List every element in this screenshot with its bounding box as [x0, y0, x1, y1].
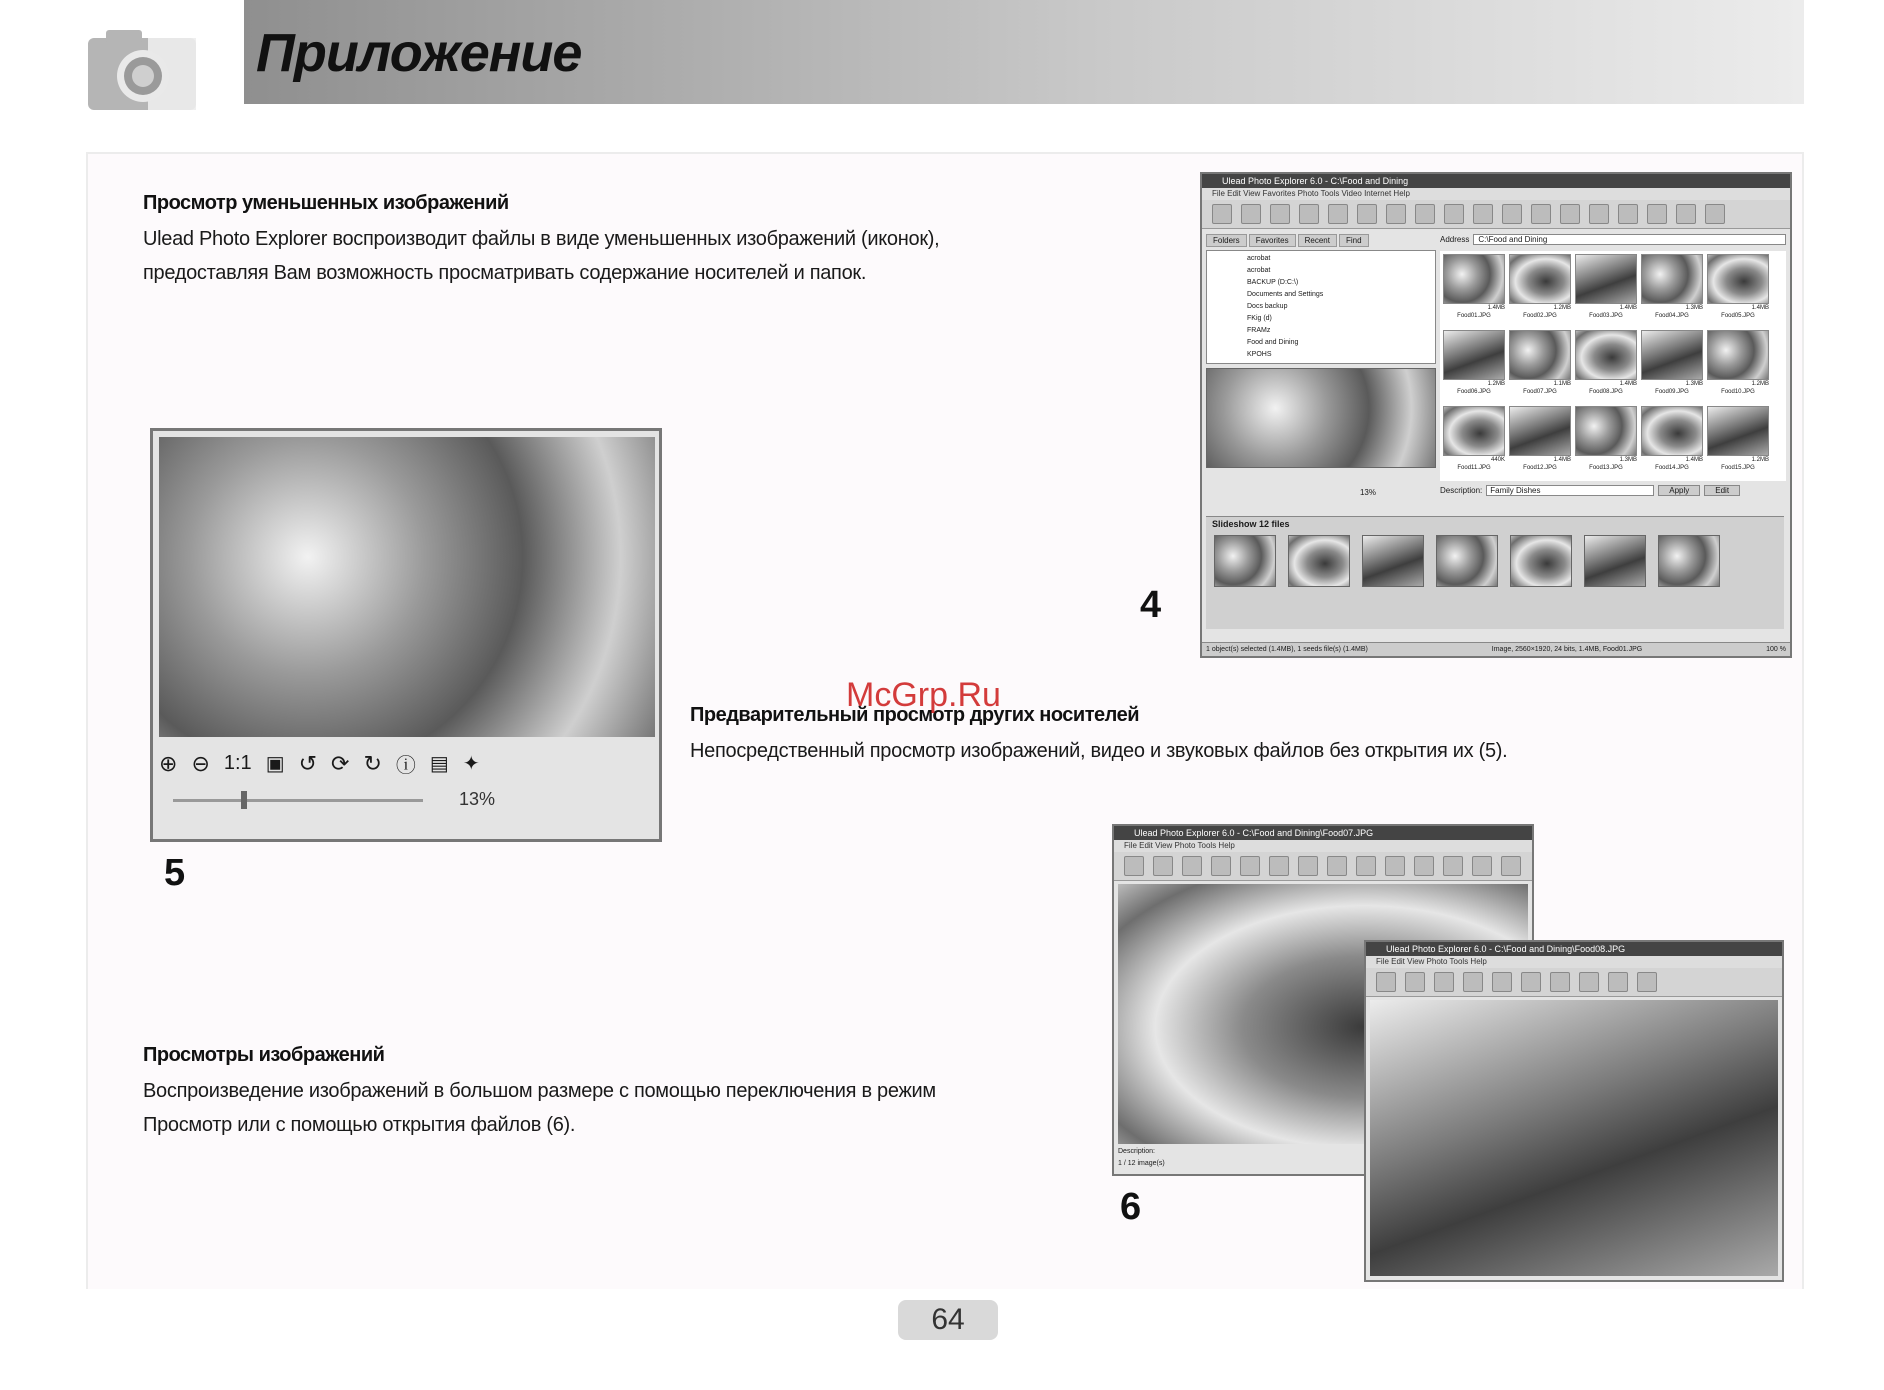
- section-text-viewing: [143, 1074, 936, 1142]
- toolbar-button[interactable]: [1414, 856, 1434, 876]
- slideshow-label: Slideshow 12 files: [1212, 519, 1290, 529]
- thumbnail-image: [1707, 406, 1769, 456]
- toolbar-button[interactable]: [1531, 204, 1551, 224]
- figure-6-front-window: [1364, 940, 1784, 1282]
- slideshow-thumb[interactable]: [1362, 535, 1424, 587]
- tab-find[interactable]: Find: [1339, 234, 1369, 247]
- toolbar-button[interactable]: [1386, 204, 1406, 224]
- watermark: McGrp.Ru: [846, 676, 1001, 714]
- tree-item[interactable]: acrobat: [1247, 255, 1271, 262]
- thumbnail-size: 1.4MB: [1619, 381, 1637, 387]
- thumbnail[interactable]: [1443, 406, 1505, 478]
- preview-image: [159, 437, 655, 737]
- window-title: Ulead Photo Explorer 6.0 - C:\Food and Dining: [1202, 174, 1790, 188]
- toolbar: [1114, 852, 1532, 881]
- figure-4-window: [1200, 172, 1792, 658]
- thumbnail-name: Food08.JPG: [1589, 389, 1623, 395]
- tree-item[interactable]: FRAMz: [1247, 327, 1271, 334]
- thumbnail-name: Food11.JPG: [1457, 465, 1491, 471]
- status-left: 1 object(s) selected (1.4MB), 1 seeds file(s) (1.4MB): [1206, 646, 1368, 653]
- section-text-preview: [690, 734, 1507, 768]
- toolbar-button[interactable]: [1269, 856, 1289, 876]
- zoom-in-icon[interactable]: ⊕: [159, 750, 178, 776]
- toolbar-button[interactable]: [1241, 204, 1261, 224]
- toolbar-button[interactable]: [1579, 972, 1599, 992]
- toolbar-button[interactable]: [1299, 204, 1319, 224]
- toolbar-button[interactable]: [1501, 856, 1521, 876]
- thumbnail[interactable]: [1509, 254, 1571, 326]
- thumbnail[interactable]: [1707, 406, 1769, 478]
- thumbnail[interactable]: [1575, 406, 1637, 478]
- thumbnail-size: 440K: [1490, 457, 1505, 463]
- toolbar-button[interactable]: [1153, 856, 1173, 876]
- toolbar-button[interactable]: [1550, 972, 1570, 992]
- toolbar-button[interactable]: [1608, 972, 1628, 992]
- camera-icon: [88, 30, 196, 110]
- figure-5-preview: [150, 428, 662, 842]
- toolbar-button[interactable]: [1492, 972, 1512, 992]
- thumbnail-size: 1.4MB: [1553, 457, 1571, 463]
- edit-button[interactable]: Edit: [1704, 485, 1740, 496]
- slideshow-thumb[interactable]: [1510, 535, 1572, 587]
- thumbnail[interactable]: [1575, 330, 1637, 402]
- figure-6-number: 6: [1120, 1186, 1142, 1228]
- toolbar-button[interactable]: [1521, 972, 1541, 992]
- thumbnail-name: Food12.JPG: [1523, 465, 1557, 471]
- slideshow-thumb[interactable]: [1436, 535, 1498, 587]
- folder-tree: [1206, 250, 1436, 364]
- section-title-thumbnails: Просмотр уменьшенных изображений: [143, 192, 509, 214]
- toolbar-button[interactable]: [1502, 204, 1522, 224]
- text-line: Ulead Photo Explorer воспроизводит файлы в виде уменьшенных изображений (иконок),: [143, 228, 940, 250]
- thumbnail[interactable]: [1509, 406, 1571, 478]
- actual-size-button[interactable]: 1:1: [223, 752, 252, 774]
- thumbnail-image: [1575, 406, 1637, 456]
- toolbar-button[interactable]: [1327, 856, 1347, 876]
- tree-item[interactable]: FKig (d): [1247, 315, 1272, 322]
- page-title: Приложение: [256, 23, 582, 83]
- viewer-image: [1370, 1000, 1778, 1276]
- slideshow-thumbs: [1206, 531, 1784, 591]
- menu-bar: File Edit View Photo Tools Help: [1366, 956, 1782, 968]
- thumbnail-name: Food02.JPG: [1523, 313, 1557, 319]
- tree-item[interactable]: BACKUP (D:C:\): [1247, 279, 1299, 286]
- section-text-thumbnails: [143, 222, 939, 290]
- thumbnail[interactable]: [1443, 254, 1505, 326]
- pane-tabs: [1206, 234, 1436, 247]
- address-bar: [1440, 234, 1786, 245]
- thumbnail-size: 1.3MB: [1619, 457, 1637, 463]
- page-number: 64: [898, 1300, 998, 1340]
- window-title: Ulead Photo Explorer 6.0 - C:\Food and Dining\Food07.JPG: [1114, 826, 1532, 840]
- thumbnail-size: 1.4MB: [1751, 305, 1769, 311]
- thumbnail-grid: [1440, 251, 1786, 481]
- thumbnail-image: [1707, 254, 1769, 304]
- thumbnail-size: 1.2MB: [1487, 381, 1505, 387]
- thumbnail-name: Food06.JPG: [1457, 389, 1491, 395]
- status-mid: Image, 2560×1920, 24 bits, 1.4MB, Food01.JPG: [1491, 646, 1643, 653]
- figure-4-number: 4: [1140, 584, 1162, 626]
- tab-recent[interactable]: Recent: [1298, 234, 1337, 247]
- thumbnail-image: [1575, 254, 1637, 304]
- slideshow-strip: [1206, 516, 1784, 629]
- status-bar: [1202, 642, 1790, 656]
- thumbnail-size: 1.4MB: [1619, 305, 1637, 311]
- thumbnail-size: 1.2MB: [1751, 457, 1769, 463]
- toolbar-button[interactable]: [1376, 972, 1396, 992]
- toolbar-button[interactable]: [1705, 204, 1725, 224]
- thumbnail[interactable]: [1443, 330, 1505, 402]
- toolbar-button[interactable]: [1589, 204, 1609, 224]
- thumbnail-name: Food09.JPG: [1655, 389, 1689, 395]
- window-title: Ulead Photo Explorer 6.0 - C:\Food and Dining\Food08.JPG: [1366, 942, 1782, 956]
- toolbar-button[interactable]: [1444, 204, 1464, 224]
- toolbar-button[interactable]: [1405, 972, 1425, 992]
- thumbnail-name: Food01.JPG: [1457, 313, 1491, 319]
- thumbnail[interactable]: [1707, 330, 1769, 402]
- text-line: Просмотр или с помощью открытия файлов (6).: [143, 1114, 576, 1136]
- tab-folders[interactable]: Folders: [1206, 234, 1247, 247]
- description-bar: [1440, 485, 1786, 496]
- slideshow-thumb[interactable]: [1288, 535, 1350, 587]
- toolbar-button[interactable]: [1637, 972, 1657, 992]
- toolbar-button[interactable]: [1182, 856, 1202, 876]
- toolbar-button[interactable]: [1328, 204, 1348, 224]
- text-line: Воспроизведение изображений в большом размере с помощью переключения в режим: [143, 1080, 936, 1102]
- preview-zoom: 13%: [1359, 488, 1376, 497]
- thumbnail-image: [1443, 330, 1505, 380]
- toolbar-button[interactable]: [1124, 856, 1144, 876]
- thumbnail[interactable]: [1707, 254, 1769, 326]
- fit-window-icon[interactable]: ▣: [265, 753, 285, 775]
- thumbnail-image: [1575, 330, 1637, 380]
- rotate-right-icon[interactable]: ↻: [363, 750, 382, 776]
- status-right: 100 %: [1766, 646, 1786, 653]
- thumbnail-image: [1443, 254, 1505, 304]
- figure-5-number: 5: [164, 852, 186, 894]
- thumbnail-image: [1707, 330, 1769, 380]
- text-line: предоставляя Вам возможность просматривать содержание носителей и папок.: [143, 262, 867, 284]
- tree-item[interactable]: Food and Dining: [1247, 339, 1299, 346]
- thumbnail-name: Food07.JPG: [1523, 389, 1557, 395]
- toolbar-button[interactable]: [1357, 204, 1377, 224]
- toolbar-button[interactable]: [1240, 856, 1260, 876]
- toolbar-button[interactable]: [1356, 856, 1376, 876]
- section-title-viewing: Просмотры изображений: [143, 1044, 385, 1066]
- description-input[interactable]: Family Dishes: [1486, 485, 1654, 496]
- thumbnail-size: 1.3MB: [1685, 381, 1703, 387]
- thumbnail-image: [1641, 406, 1703, 456]
- thumbnail-name: Food03.JPG: [1589, 313, 1623, 319]
- toolbar-button[interactable]: [1560, 204, 1580, 224]
- thumbnail-name: Food14.JPG: [1655, 465, 1689, 471]
- section-title-preview: Предварительный просмотр других носителей: [690, 704, 1140, 726]
- thumbnail-image: [1509, 406, 1571, 456]
- thumbnail-image: [1641, 254, 1703, 304]
- thumbnail-name: Food13.JPG: [1589, 465, 1623, 471]
- zoom-value: 13%: [459, 789, 496, 809]
- rotate-left-icon[interactable]: ↺: [298, 750, 318, 776]
- image-icon[interactable]: ▤: [429, 753, 449, 775]
- slideshow-thumb[interactable]: [1214, 535, 1276, 587]
- tree-item[interactable]: Documents and Settings: [1247, 291, 1324, 298]
- toolbar-button[interactable]: [1443, 856, 1463, 876]
- tree-item[interactable]: acrobat: [1247, 267, 1271, 274]
- thumbnail[interactable]: [1575, 254, 1637, 326]
- thumbnail-size: 1.4MB: [1487, 305, 1505, 311]
- toolbar: [1366, 968, 1782, 997]
- thumbnail-name: Food15.JPG: [1721, 465, 1755, 471]
- thumbnail[interactable]: [1641, 406, 1703, 478]
- thumbnail-image: [1509, 254, 1571, 304]
- toolbar-button[interactable]: [1434, 972, 1454, 992]
- toolbar-button[interactable]: [1463, 972, 1483, 992]
- wand-icon[interactable]: ✦: [462, 753, 480, 775]
- toolbar-button[interactable]: [1647, 204, 1667, 224]
- zoom-out-icon[interactable]: ⊖: [191, 750, 210, 776]
- toolbar-button[interactable]: [1676, 204, 1696, 224]
- toolbar-button[interactable]: [1473, 204, 1493, 224]
- toolbar-button[interactable]: [1211, 856, 1231, 876]
- tree-item[interactable]: KPOHS: [1247, 351, 1272, 358]
- address-input[interactable]: C:\Food and Dining: [1473, 234, 1786, 245]
- toolbar: [1202, 200, 1790, 229]
- text-line: Непосредственный просмотр изображений, видео и звуковых файлов без открытия их (5).: [690, 740, 1508, 762]
- thumbnail-name: Food04.JPG: [1655, 313, 1689, 319]
- info-icon[interactable]: ⓘ: [395, 755, 416, 777]
- toolbar-button[interactable]: [1618, 204, 1638, 224]
- preview-image: [1206, 368, 1436, 468]
- slideshow-thumb[interactable]: [1584, 535, 1646, 587]
- thumbnail-name: Food10.JPG: [1721, 389, 1755, 395]
- address-label: Address: [1440, 235, 1470, 244]
- toolbar-button[interactable]: [1385, 856, 1405, 876]
- thumbnail-image: [1509, 330, 1571, 380]
- toolbar-button[interactable]: [1212, 204, 1232, 224]
- toolbar-button[interactable]: [1472, 856, 1492, 876]
- thumbnail-size: 1.2MB: [1751, 381, 1769, 387]
- thumbnail-image: [1641, 330, 1703, 380]
- status-text: 1 / 12 image(s): [1118, 1160, 1165, 1167]
- apply-button[interactable]: Apply: [1658, 485, 1700, 496]
- preview-toolbar: [159, 749, 480, 778]
- toolbar-button[interactable]: [1298, 856, 1318, 876]
- toolbar-button[interactable]: [1415, 204, 1435, 224]
- zoom-slider-handle[interactable]: [241, 791, 247, 809]
- menu-bar: File Edit View Favorites Photo Tools Video Internet Help: [1202, 188, 1790, 200]
- thumbnail[interactable]: [1641, 330, 1703, 402]
- tree-item[interactable]: Docs backup: [1247, 303, 1288, 310]
- toolbar-button[interactable]: [1270, 204, 1290, 224]
- thumbnail-size: 1.2MB: [1553, 305, 1571, 311]
- thumbnail-image: [1443, 406, 1505, 456]
- tab-favorites[interactable]: Favorites: [1249, 234, 1296, 247]
- thumbnail[interactable]: [1509, 330, 1571, 402]
- slideshow-thumb[interactable]: [1658, 535, 1720, 587]
- zoom-slider-track[interactable]: [173, 799, 423, 802]
- menu-bar: File Edit View Photo Tools Help: [1114, 840, 1532, 852]
- thumbnail-name: Food05.JPG: [1721, 313, 1755, 319]
- description-label: Description:: [1118, 1148, 1155, 1155]
- thumbnail[interactable]: [1641, 254, 1703, 326]
- rotate-icon[interactable]: ⟳: [331, 750, 350, 776]
- thumbnail-size: 1.4MB: [1685, 457, 1703, 463]
- description-label: Description:: [1440, 486, 1483, 495]
- thumbnail-size: 1.1MB: [1553, 381, 1571, 387]
- thumbnail-size: 1.3MB: [1685, 305, 1703, 311]
